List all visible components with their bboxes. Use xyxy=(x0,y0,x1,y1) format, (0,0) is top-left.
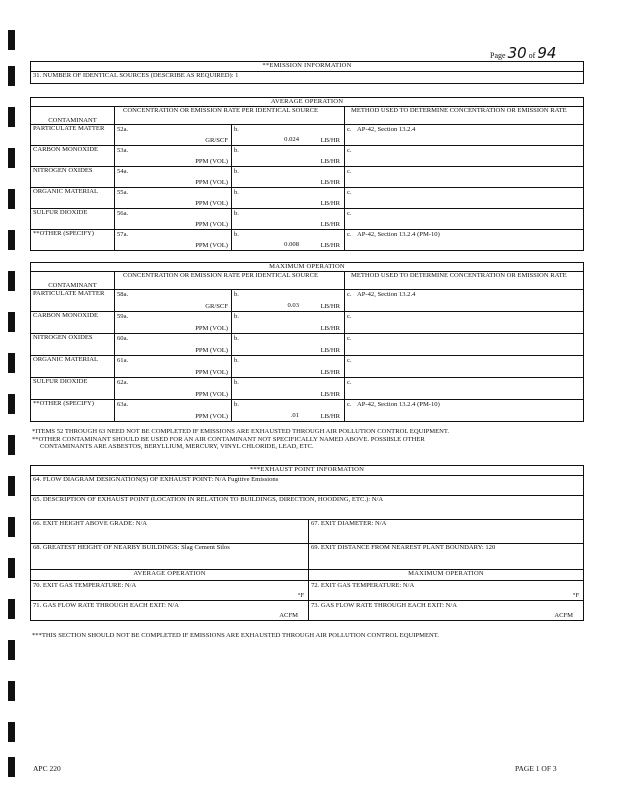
binding-bar xyxy=(8,30,15,50)
binding-bar xyxy=(8,599,15,619)
item-letter: c. xyxy=(347,210,352,217)
binding-bar xyxy=(8,66,15,86)
exhaust-description-label: 65. DESCRIPTION OF EXHAUST POINT (LOCATION IN RELATION TO BUILDINGS, DIRECTION, HOODING, ETC.): xyxy=(33,496,371,503)
method-cell[interactable] xyxy=(345,334,584,356)
item-letter: c. xyxy=(347,401,352,408)
rate-unit: LB/HR xyxy=(320,324,340,332)
binding-bar xyxy=(8,189,15,209)
concentration-cell[interactable] xyxy=(115,400,232,422)
contaminant-name: CARBON MONOXIDE xyxy=(31,312,115,334)
item-letter: b. xyxy=(234,147,239,154)
col-header-concentration: CONCENTRATION OR EMISSION RATE PER IDENTICAL SOURCE xyxy=(115,272,345,290)
rate-unit: LB/HR xyxy=(320,302,340,310)
avg-gas-flow-label: 71. GAS FLOW RATE THROUGH EACH EXIT: xyxy=(33,602,166,609)
item-letter: c. xyxy=(347,126,352,133)
nearby-buildings-label: 68. GREATEST HEIGHT OF NEARBY BUILDINGS: xyxy=(33,544,180,551)
flow-unit: ACFM xyxy=(554,611,574,619)
flow-unit: ACFM xyxy=(279,611,298,619)
binding-bar xyxy=(8,230,15,250)
exhaust-point-title: ***EXHAUST POINT INFORMATION xyxy=(31,466,584,476)
binding-bar xyxy=(8,394,15,414)
rate-cell[interactable] xyxy=(232,312,345,334)
col-header-contaminant: CONTAMINANT xyxy=(31,107,115,125)
method-cell[interactable] xyxy=(345,125,584,146)
rate-unit: LB/HR xyxy=(320,241,340,249)
avg-gas-temperature-value: N/A xyxy=(124,582,137,589)
concentration-cell[interactable] xyxy=(115,125,232,146)
binding-bar xyxy=(8,681,15,701)
col-header-method: METHOD USED TO DETERMINE CONCENTRATION OR EMISSION RATE xyxy=(345,107,584,125)
temperature-unit: °F xyxy=(297,591,304,599)
nearby-buildings-value: Slag Cement Silos xyxy=(181,544,230,551)
item-number: 56a. xyxy=(117,210,129,217)
rate-unit: LB/HR xyxy=(320,178,340,186)
method-value: AP-42, Section 13.2.4 xyxy=(357,291,416,298)
rate-value: 0.024 xyxy=(284,135,299,143)
binding-bar xyxy=(8,476,15,496)
item-letter: c. xyxy=(347,335,352,342)
flow-diagram-value: N/A Fugitive Emissions xyxy=(214,476,279,483)
rate-cell[interactable] xyxy=(232,125,345,146)
rate-cell[interactable] xyxy=(232,378,345,400)
concentration-unit: PPM (VOL) xyxy=(195,412,228,420)
item-letter: c. xyxy=(347,147,352,154)
page-number xyxy=(490,44,556,62)
binding-bar xyxy=(8,271,15,291)
rate-cell[interactable] xyxy=(232,209,345,230)
method-value: AP-42, Section 13.2.4 xyxy=(357,126,416,133)
max-gas-flow-cell[interactable] xyxy=(309,601,584,621)
method-cell[interactable] xyxy=(345,146,584,167)
item-letter: b. xyxy=(234,189,239,196)
method-value: AP-42, Section 13.2.4 (PM-10) xyxy=(357,231,440,238)
page-total: 94 xyxy=(537,44,557,62)
avg-gas-flow-cell[interactable] xyxy=(31,601,309,621)
binding-bar xyxy=(8,107,15,127)
item-letter: b. xyxy=(234,210,239,217)
exit-height-cell[interactable] xyxy=(31,520,309,544)
concentration-unit: PPM (VOL) xyxy=(195,199,228,207)
concentration-cell[interactable] xyxy=(115,290,232,312)
method-cell[interactable] xyxy=(345,400,584,422)
rate-value: .01 xyxy=(290,411,299,419)
contaminant-name: **OTHER (SPECIFY) xyxy=(31,230,115,251)
rate-unit: LB/HR xyxy=(320,346,340,354)
rate-value: 0.008 xyxy=(284,240,299,248)
exit-diameter-cell[interactable] xyxy=(309,520,584,544)
method-cell[interactable] xyxy=(345,378,584,400)
item-number: 54a. xyxy=(117,168,129,175)
method-cell[interactable] xyxy=(345,356,584,378)
emission-info-table xyxy=(30,61,584,84)
average-rows xyxy=(31,125,584,251)
rate-unit: LB/HR xyxy=(320,157,340,165)
page-current: 30 xyxy=(507,44,527,62)
maximum-operation-table xyxy=(30,262,584,422)
rate-unit: LB/HR xyxy=(320,136,340,144)
rate-cell[interactable] xyxy=(232,188,345,209)
page-of-label: of xyxy=(528,51,536,60)
flow-diagram-row[interactable] xyxy=(31,476,584,496)
binding-bar xyxy=(8,148,15,168)
item-letter: c. xyxy=(347,291,352,298)
rate-cell[interactable] xyxy=(232,400,345,422)
item-letter: b. xyxy=(234,231,239,238)
item-letter: b. xyxy=(234,291,239,298)
identical-sources-value[interactable]: 1 xyxy=(235,72,239,79)
item-letter: c. xyxy=(347,168,352,175)
rate-unit: LB/HR xyxy=(320,368,340,376)
rate-unit: LB/HR xyxy=(320,199,340,207)
exit-height-label: 66. EXIT HEIGHT ABOVE GRADE: xyxy=(33,520,135,527)
concentration-unit: GR/SCF xyxy=(205,302,228,310)
exhaust-note: ***THIS SECTION SHOULD NOT BE COMPLETED IF EMISSIONS ARE EXHAUSTED THROUGH AIR POLLUTION CONTROL EQUIPMENT. xyxy=(32,632,439,639)
note-line-2: **OTHER CONTAMINANT SHOULD BE USED FOR AN AIR CONTAMINANT NOT SPECIFICALLY NAMED ABOVE. POSSIBLE OTHER xyxy=(32,435,425,443)
method-cell[interactable] xyxy=(345,167,584,188)
exhaust-description-value: N/A xyxy=(371,496,384,503)
exhaust-description-row[interactable] xyxy=(31,496,584,520)
item-letter: b. xyxy=(234,126,239,133)
temperature-unit: °F xyxy=(572,591,580,599)
item-letter: b. xyxy=(234,379,239,386)
concentration-cell[interactable] xyxy=(115,334,232,356)
concentration-cell[interactable] xyxy=(115,312,232,334)
boundary-distance-value: 120 xyxy=(485,544,496,551)
identical-sources-row xyxy=(31,72,584,84)
method-cell[interactable] xyxy=(345,230,584,251)
exit-height-value: N/A xyxy=(135,520,148,527)
note-line-3: CONTAMINANTS ARE ASBESTOS, BERYLLIUM, MERCURY, VINYL CHLORIDE, LEAD, ETC. xyxy=(40,443,314,451)
item-number: 63a. xyxy=(117,401,129,408)
concentration-unit: PPM (VOL) xyxy=(195,368,228,376)
item-letter: c. xyxy=(347,231,352,238)
concentration-unit: GR/SCF xyxy=(205,136,228,144)
boundary-distance-cell[interactable] xyxy=(309,544,584,570)
contaminant-name: NITROGEN OXIDES xyxy=(31,167,115,188)
binding-bar xyxy=(8,312,15,332)
rate-cell[interactable] xyxy=(232,146,345,167)
item-letter: c. xyxy=(347,357,352,364)
maximum-operation-title: MAXIMUM OPERATION xyxy=(31,263,584,272)
footer-page-label: PAGE 1 OF 3 xyxy=(515,764,557,773)
concentration-cell[interactable] xyxy=(115,188,232,209)
item-number: 62a. xyxy=(117,379,129,386)
rate-cell[interactable] xyxy=(232,230,345,251)
identical-sources-label: 31. NUMBER OF IDENTICAL SOURCES (DESCRIBE AS REQUIRED): xyxy=(33,72,234,79)
concentration-cell[interactable] xyxy=(115,356,232,378)
average-operation-table xyxy=(30,97,584,251)
rate-cell[interactable] xyxy=(232,334,345,356)
item-letter: b. xyxy=(234,335,239,342)
concentration-cell[interactable] xyxy=(115,146,232,167)
item-number: 61a. xyxy=(117,357,129,364)
binding-bar xyxy=(8,558,15,578)
method-cell[interactable] xyxy=(345,290,584,312)
col-header-method: METHOD USED TO DETERMINE CONCENTRATION OR EMISSION RATE xyxy=(345,272,584,290)
item-number: 58a. xyxy=(117,291,129,298)
concentration-unit: PPM (VOL) xyxy=(195,324,228,332)
method-cell[interactable] xyxy=(345,209,584,230)
max-gas-temperature-label: 72. EXIT GAS TEMPERATURE: xyxy=(311,582,402,589)
contaminant-name: **OTHER (SPECIFY) xyxy=(31,400,115,422)
concentration-unit: PPM (VOL) xyxy=(195,178,228,186)
contaminant-name: ORGANIC MATERIAL xyxy=(31,188,115,209)
emission-notes xyxy=(32,428,449,451)
rate-unit: LB/HR xyxy=(320,390,340,398)
nearby-buildings-cell[interactable] xyxy=(31,544,309,570)
page-prefix: Page xyxy=(490,51,506,60)
rate-cell[interactable] xyxy=(232,167,345,188)
item-number: 55a. xyxy=(117,189,129,196)
rate-unit: LB/HR xyxy=(320,412,340,420)
concentration-cell[interactable] xyxy=(115,230,232,251)
col-header-concentration: CONCENTRATION OR EMISSION RATE PER IDENTICAL SOURCE xyxy=(115,107,345,125)
col-header-contaminant: CONTAMINANT xyxy=(31,272,115,290)
avg-gas-temperature-cell[interactable] xyxy=(31,581,309,601)
item-letter: c. xyxy=(347,379,352,386)
item-number: 53a. xyxy=(117,147,129,154)
binding-bar xyxy=(8,640,15,660)
note-line-1: *ITEMS 52 THROUGH 63 NEED NOT BE COMPLETED IF EMISSIONS ARE EXHAUSTED THROUGH AIR POLLUTION CONTROL EQUIPMENT. xyxy=(32,428,450,435)
rate-cell[interactable] xyxy=(232,290,345,312)
item-number: 59a. xyxy=(117,313,129,320)
concentration-unit: PPM (VOL) xyxy=(195,241,228,249)
item-letter: c. xyxy=(347,313,352,320)
binding-bar xyxy=(8,722,15,742)
max-gas-flow-label: 73. GAS FLOW RATE THROUGH EACH EXIT: xyxy=(311,602,444,609)
contaminant-name: SULFUR DIOXIDE xyxy=(31,209,115,230)
maximum-rows xyxy=(31,290,584,422)
max-gas-temperature-cell[interactable] xyxy=(309,581,584,601)
exit-diameter-value: N/A xyxy=(375,520,387,527)
contaminant-name: NITROGEN OXIDES xyxy=(31,334,115,356)
rate-unit: LB/HR xyxy=(320,220,340,228)
boundary-distance-label: 69. EXIT DISTANCE FROM NEAREST PLANT BOUNDARY: xyxy=(311,544,484,551)
concentration-unit: PPM (VOL) xyxy=(195,390,228,398)
emission-info-title: **EMISSION INFORMATION xyxy=(31,62,584,72)
rate-value: 0.03 xyxy=(287,301,299,309)
binding-bar xyxy=(8,517,15,537)
item-number: 52a. xyxy=(117,126,129,133)
rate-cell[interactable] xyxy=(232,356,345,378)
form-id: APC 220 xyxy=(33,764,61,773)
exhaust-average-title: AVERAGE OPERATION xyxy=(31,570,309,581)
exhaust-point-table xyxy=(30,465,584,621)
contaminant-name: PARTICULATE MATTER xyxy=(31,125,115,146)
contaminant-name: SULFUR DIOXIDE xyxy=(31,378,115,400)
exhaust-maximum-title: MAXIMUM OPERATION xyxy=(309,570,584,581)
item-number: 57a. xyxy=(117,231,129,238)
average-operation-title: AVERAGE OPERATION xyxy=(31,98,584,107)
concentration-unit: PPM (VOL) xyxy=(195,157,228,165)
item-letter: c. xyxy=(347,189,352,196)
max-gas-temperature-value: N/A xyxy=(402,582,415,589)
concentration-unit: PPM (VOL) xyxy=(195,346,228,354)
method-value: AP-42, Section 13.2.4 (PM-10) xyxy=(357,401,440,408)
flow-diagram-label: 64. FLOW DIAGRAM DESIGNATION(S) OF EXHAUST POINT: xyxy=(33,476,214,483)
method-cell[interactable] xyxy=(345,188,584,209)
item-letter: b. xyxy=(234,313,239,320)
contaminant-name: ORGANIC MATERIAL xyxy=(31,356,115,378)
concentration-unit: PPM (VOL) xyxy=(195,220,228,228)
concentration-cell[interactable] xyxy=(115,209,232,230)
concentration-cell[interactable] xyxy=(115,378,232,400)
item-number: 60a. xyxy=(117,335,129,342)
exit-diameter-label: 67. EXIT DIAMETER: xyxy=(311,520,374,527)
method-cell[interactable] xyxy=(345,312,584,334)
item-letter: b. xyxy=(234,401,239,408)
concentration-cell[interactable] xyxy=(115,167,232,188)
avg-gas-temperature-label: 70. EXIT GAS TEMPERATURE: xyxy=(33,582,124,589)
binding-bar xyxy=(8,435,15,455)
contaminant-name: PARTICULATE MATTER xyxy=(31,290,115,312)
avg-gas-flow-value: N/A xyxy=(167,602,179,609)
item-letter: b. xyxy=(234,168,239,175)
contaminant-name: CARBON MONOXIDE xyxy=(31,146,115,167)
item-letter: b. xyxy=(234,357,239,364)
max-gas-flow-value: N/A xyxy=(445,602,457,609)
binding-bar xyxy=(8,757,15,777)
binding-bar xyxy=(8,353,15,373)
